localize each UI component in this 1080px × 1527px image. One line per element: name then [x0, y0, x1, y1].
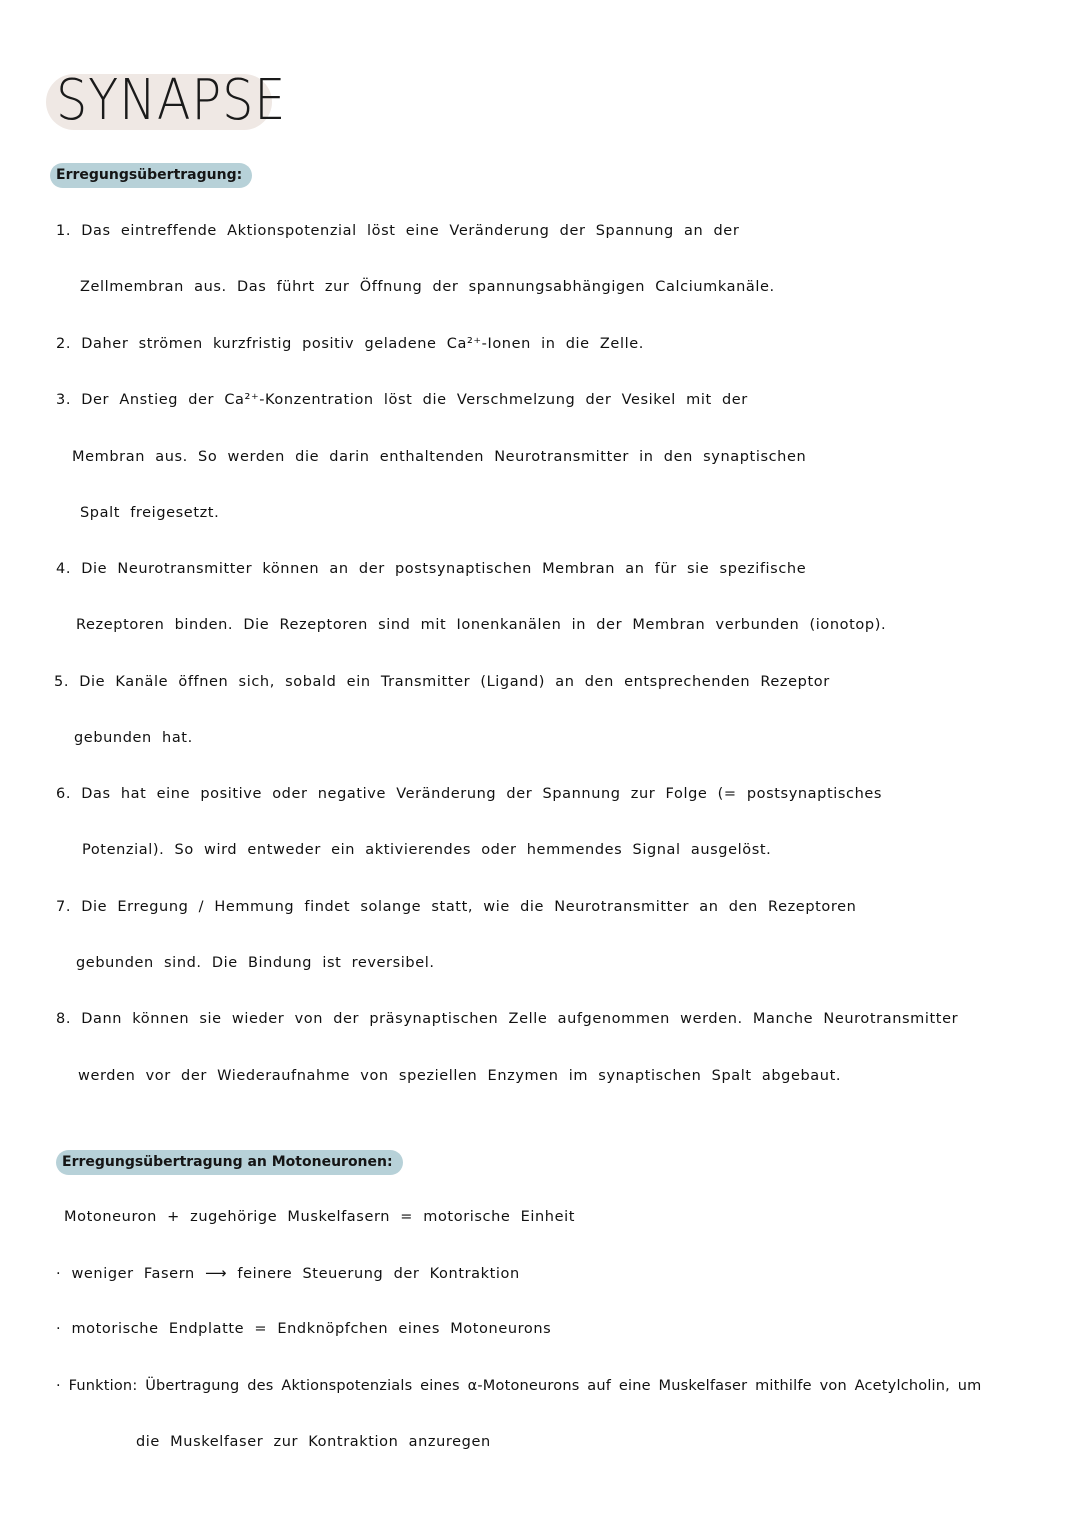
- bullet-function: [56, 1376, 982, 1396]
- section-heading-motoneuronen: Erregungsübertragung an Motoneuronen:: [56, 1150, 403, 1175]
- step-3: [56, 390, 748, 410]
- step-text: Daher strömen kurzfristig positiv geladene Ca²⁺-Ionen in die Zelle.: [81, 336, 644, 352]
- bullet-marker: ·: [56, 1266, 62, 1282]
- step-5: [54, 672, 830, 692]
- step-number: 6.: [56, 786, 72, 802]
- step-text: Das hat eine positive oder negative Veränderung der Spannung zur Folge (= postsynaptisches: [81, 786, 883, 802]
- step-3-continuation-1: Membran aus. So werden die darin enthaltenden Neurotransmitter in den synaptischen: [72, 449, 807, 465]
- step-6: [56, 784, 882, 804]
- step-number: 7.: [56, 899, 72, 915]
- bullet-text: weniger Fasern: [71, 1266, 195, 1282]
- step-3-continuation-2: Spalt freigesetzt.: [80, 505, 220, 521]
- bullet-marker: ·: [56, 1378, 61, 1394]
- step-4: [56, 559, 806, 579]
- arrow-right-icon: ⟶: [205, 1264, 228, 1282]
- step-7-continuation: gebunden sind. Die Bindung ist reversibel.: [76, 955, 435, 971]
- bullet-fewer-fibers: [56, 1263, 520, 1284]
- step-6-continuation: Potenzial). So wird entweder ein aktivierendes oder hemmendes Signal ausgelöst.: [82, 842, 772, 858]
- page-title: SYNAPSE: [56, 68, 287, 133]
- step-text: Die Erregung / Hemmung findet solange statt, wie die Neurotransmitter an den Rezeptoren: [81, 899, 857, 915]
- step-number: 8.: [56, 1011, 72, 1027]
- step-2: [56, 334, 644, 354]
- bullet-text: feinere Steuerung der Kontraktion: [237, 1266, 520, 1282]
- step-number: 1.: [56, 223, 72, 239]
- step-8: [56, 1009, 958, 1029]
- step-1: [56, 221, 739, 241]
- step-7: [56, 897, 856, 917]
- step-number: 5.: [54, 674, 70, 690]
- step-text: Die Kanäle öffnen sich, sobald ein Transmitter (Ligand) an den entsprechenden Rezeptor: [79, 674, 830, 690]
- step-text: Die Neurotransmitter können an der postsynaptischen Membran an für sie spezifische: [81, 561, 807, 577]
- motor-unit-definition: Motoneuron + zugehörige Muskelfasern = motorische Einheit: [64, 1209, 576, 1225]
- step-number: 4.: [56, 561, 72, 577]
- bullet-motor-endplate: [56, 1319, 551, 1339]
- step-text: Das eintreffende Aktionspotenzial löst eine Veränderung der Spannung an der: [81, 223, 740, 239]
- step-1-continuation: Zellmembran aus. Das führt zur Öffnung der spannungsabhängigen Calciumkanäle.: [80, 279, 775, 295]
- step-5-continuation: gebunden hat.: [74, 730, 193, 746]
- step-text: Der Anstieg der Ca²⁺-Konzentration löst die Verschmelzung der Vesikel mit der: [81, 392, 748, 408]
- bullet-function-continuation: die Muskelfaser zur Kontraktion anzuregen: [136, 1434, 491, 1450]
- bullet-text: motorische Endplatte = Endknöpfchen eines Motoneurons: [71, 1321, 552, 1337]
- step-number: 3.: [56, 392, 72, 408]
- step-4-continuation: Rezeptoren binden. Die Rezeptoren sind mit Ionenkanälen in der Membran verbunden (ionotop).: [76, 617, 887, 633]
- bullet-marker: ·: [56, 1321, 62, 1337]
- step-text: Dann können sie wieder von der präsynaptischen Zelle aufgenommen werden. Manche Neurotransmitter: [81, 1011, 959, 1027]
- section-heading-erregungsuebertragung: Erregungsübertragung:: [50, 163, 252, 188]
- bullet-text: Funktion: Übertragung des Aktionspotenzials eines α-Motoneurons auf eine Muskelfaser mithilfe von Acetylcholin, um: [68, 1378, 982, 1394]
- step-number: 2.: [56, 336, 72, 352]
- step-8-continuation: werden vor der Wiederaufnahme von speziellen Enzymen im synaptischen Spalt abgebaut.: [78, 1068, 842, 1084]
